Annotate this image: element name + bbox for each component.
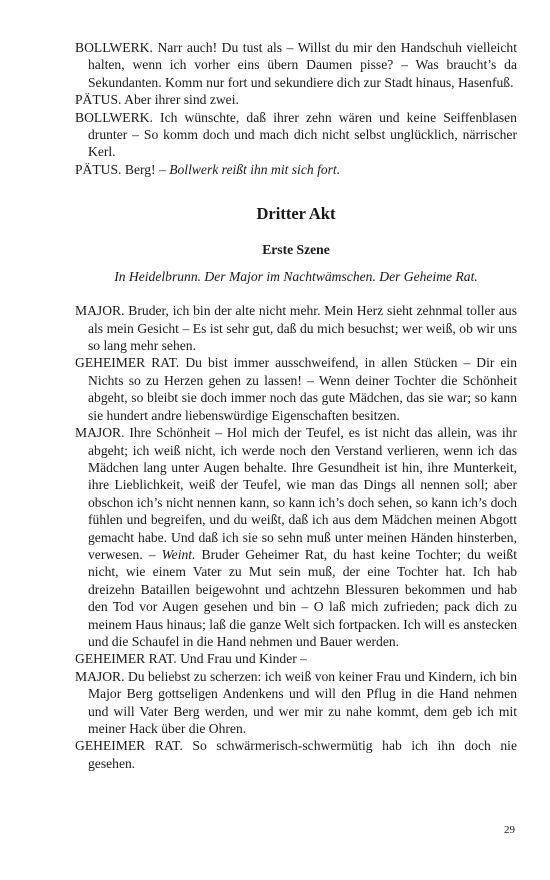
speech-text: Du bist immer ausschweifend, in allen Stücken – Dir ein Nichts so zu Herzen gehen zu lassen! – Wenn deiner Tochter die Schönheit abgeht, so bleibt sie doch immer noch das gute Mädchen, das sie war; so kann sie hundert andre liebenswürdige Eigenschaften besitzen. bbox=[88, 355, 518, 423]
page-number: 29 bbox=[504, 824, 515, 836]
speaker-name: MAJOR. bbox=[75, 303, 125, 319]
stage-direction: Bollwerk reißt ihn mit sich fort. bbox=[169, 161, 341, 177]
speech-major-3 bbox=[75, 668, 517, 738]
speaker-name: BOLLWERK. bbox=[75, 109, 153, 125]
speech-text: Bruder, ich bin der alte nicht mehr. Mein Herz sieht zehnmal toller aus als mein Gesicht – Es ist sehr gut, daß du mich besuchst; wer weiß, ob wir uns so lang mehr sehen. bbox=[88, 303, 517, 354]
speaker-name: MAJOR. bbox=[75, 668, 125, 684]
speaker-name: GEHEIMER RAT. bbox=[75, 738, 183, 754]
speech-text: Narr auch! Du tust als – Willst du mir den Handschuh vielleicht halten, wenn ich vorher eins übern Daumen pisse? – Was braucht’s da Sekundanten. Komm nur fort und sekundiere dich zur Stadt hinaus, Hasenfuß. bbox=[88, 40, 517, 90]
speech-text: Bruder Geheimer Rat, du hast keine Tochter; du weißt nicht, wie einem Vater zu Mut sein muß, der eine Tochter hat. Ich hab dreizehn Bataillen beigewohnt und achtzehn Blessuren bekommen und hab den Tod vor Augen gesehen und bin – O laß mich zufrieden; pack dich zu meinem Haus hinaus; laß die ganze Welt sich fortpacken. Ich will es anstecken und die Schaufel in die Hand nehmen und Bauer werden. bbox=[88, 546, 517, 649]
speech-bollwerk-1 bbox=[75, 39, 517, 91]
speech-geheimer-rat-1 bbox=[75, 354, 517, 424]
speech-text: Du beliebst zu scherzen: ich weiß von keiner Frau und Kindern, ich bin Major Berg gottseligen Andenkens und will den Pflug in die Hand nehmen und will Vater Berg werden, und wer mir zu nahe kommt, dem geb ich mit meiner Hack über die Ohren. bbox=[88, 668, 517, 736]
speaker-name: PÄTUS. bbox=[75, 161, 122, 177]
speech-geheimer-rat-3 bbox=[75, 737, 517, 772]
speech-text: Und Frau und Kinder – bbox=[180, 651, 307, 667]
speech-geheimer-rat-2 bbox=[75, 650, 517, 667]
stage-direction: Weint. bbox=[161, 546, 196, 562]
speech-bollwerk-2 bbox=[75, 109, 517, 161]
speech-text: So schwärmerisch-schwermütig hab ich ihn doch nie gesehen. bbox=[88, 738, 517, 771]
speaker-name: GEHEIMER RAT. bbox=[75, 651, 177, 667]
speaker-name: BOLLWERK. bbox=[75, 40, 153, 55]
speech-paetus-1 bbox=[75, 91, 517, 108]
speech-paetus-2 bbox=[75, 161, 517, 178]
speaker-name: PÄTUS. bbox=[75, 92, 122, 108]
speaker-name: GEHEIMER RAT. bbox=[75, 355, 180, 371]
speech-text: Aber ihrer sind zwei. bbox=[124, 92, 239, 108]
speaker-name: MAJOR. bbox=[75, 425, 125, 441]
scene-title: Erste Szene bbox=[262, 242, 330, 258]
act-title: Dritter Akt bbox=[256, 204, 336, 224]
spacer bbox=[75, 286, 517, 302]
page-body bbox=[75, 39, 517, 772]
speech-major-1 bbox=[75, 302, 517, 354]
speech-text: Berg! – bbox=[124, 161, 166, 177]
speech-major-2 bbox=[75, 424, 517, 650]
scene-setting: In Heidelbrunn. Der Major im Nachtwämschen. Der Geheime Rat. bbox=[114, 269, 478, 285]
speech-text: Ihre Schönheit – Hol mich der Teufel, es ist nicht das allein, was ihr abgeht; ich weiß nicht, ich werde noch den Verstand verlieren, wenn ich das Mädchen lang unter Augen behalte. Ihre Gesundheit ist hin, ihre Munterkeit, ihre Lieblichkeit, weiß der Teufel, wie man das Dings all nennen soll; aber obschon ich’s nicht nennen kann, so kann ich’s doch sehen, so kann ich’s doch fühlen und begreifen, und du weißt, daß ich aus dem Mädchen meinen Abgott gemacht habe. Und daß ich sie so sehn muß unter meinen Händen hinsterben, verwesen. – bbox=[88, 425, 517, 562]
speech-text: Ich wünschte, daß ihrer zehn wären und keine Seiffenblasen drunter – So komm doch und mach dich nicht selbst unglücklich, närrischer Kerl. bbox=[88, 109, 517, 160]
